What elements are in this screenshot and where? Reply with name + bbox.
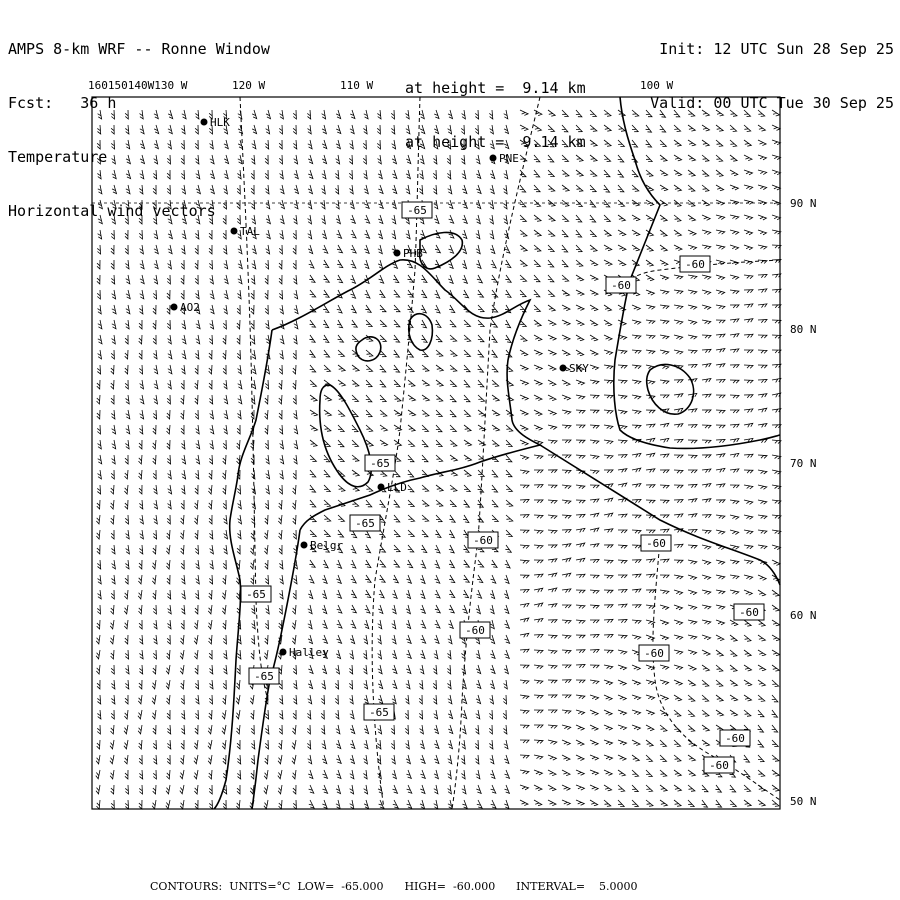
station-label: TAL [240,225,260,238]
coast-line [409,314,433,351]
station-dot-icon [171,304,178,311]
svg-text:-65: -65 [369,706,389,719]
svg-text:-65: -65 [407,204,427,217]
station-dot-icon [301,542,308,549]
station-halley [280,646,330,659]
station-label: Halley [289,646,329,659]
svg-text:-65: -65 [254,670,274,683]
contour-label [641,535,671,551]
contour-label [468,532,498,548]
contour-label [720,730,750,746]
longitude-label: 120 W [232,79,266,92]
contour-label [402,202,432,218]
wind-barb-field [96,110,781,809]
contour-label [734,604,764,620]
latitude-label: 60 N [790,609,817,622]
station-label: PNE [499,152,519,165]
station-label: Belgr [310,539,344,552]
svg-text:-60: -60 [739,606,759,619]
contour-label [364,704,394,720]
forecast-hours: 36 h [80,94,117,112]
coast-line [614,97,780,449]
svg-text:-60: -60 [709,759,729,772]
coast-line [420,232,463,268]
station-tal [231,225,261,238]
station-dot-icon [231,228,238,235]
latitude-label: 90 N [790,197,817,210]
svg-text:-60: -60 [646,537,666,550]
init-time: Init: 12 UTC Sun 28 Sep 25 [659,40,894,58]
station-dot-icon [201,119,208,126]
svg-text:-60: -60 [611,279,631,292]
contour-label [639,645,669,661]
station-sky [560,362,590,375]
latitude-label: 50 N [790,795,817,808]
svg-text:-65: -65 [355,517,375,530]
contour-label [460,622,490,638]
contour-label [350,515,380,531]
contour-legend: CONTOURS: UNITS=°C LOW= -65.000 HIGH= -60.000 INTERVAL= 5.0000 [150,880,638,893]
valid-time: Valid: 00 UTC Tue 30 Sep 25 [650,94,894,112]
station-label: HLK [210,116,230,129]
station-dot-icon [394,250,401,257]
svg-text:-65: -65 [370,457,390,470]
station-dot-icon [378,484,385,491]
contour-label [249,668,279,684]
field-temperature: Temperature [8,148,108,166]
latitude-label: 70 N [790,457,817,470]
field-wind-vectors: Horizontal wind vectors [8,202,216,220]
latitude-label: 80 N [790,323,817,336]
height-temperature: at height = 9.14 km [405,79,586,97]
svg-text:-65: -65 [246,588,266,601]
axis-labels [88,79,817,808]
station-phb [394,247,424,260]
svg-text:-60: -60 [465,624,485,637]
longitude-label: 100 W [640,79,674,92]
station-label: SKY [569,362,589,375]
wind-barbs [96,110,781,809]
station-label: AO2 [180,301,200,314]
contour-label [606,277,636,293]
contour-label [680,256,710,272]
svg-text:-60: -60 [644,647,664,660]
station-dot-icon [280,649,287,656]
coast-line [356,337,381,361]
map-title: AMPS 8-km WRF -- Ronne Window [8,40,270,58]
station-dot-icon [490,155,497,162]
longitude-label: 160150140W130 W [88,79,188,92]
contour-labels [241,202,764,773]
coast-line [647,364,694,414]
station-ao2 [171,301,200,314]
svg-text:-60: -60 [725,732,745,745]
contour-label [241,586,271,602]
forecast-label: Fcst: [8,94,54,112]
coast-line [214,330,272,809]
longitude-label: 110 W [340,79,374,92]
height-wind: at height = 9.14 km [405,133,586,151]
station-label: PHB [403,247,423,260]
svg-text:-60: -60 [473,534,493,547]
station-label: LLD [387,481,407,494]
station-belgr [301,539,344,552]
contour-label [365,455,395,471]
contour-label [704,757,734,773]
coastline [214,97,780,809]
svg-text:-60: -60 [685,258,705,271]
station-hlk [201,116,231,129]
station-dot-icon [560,365,567,372]
